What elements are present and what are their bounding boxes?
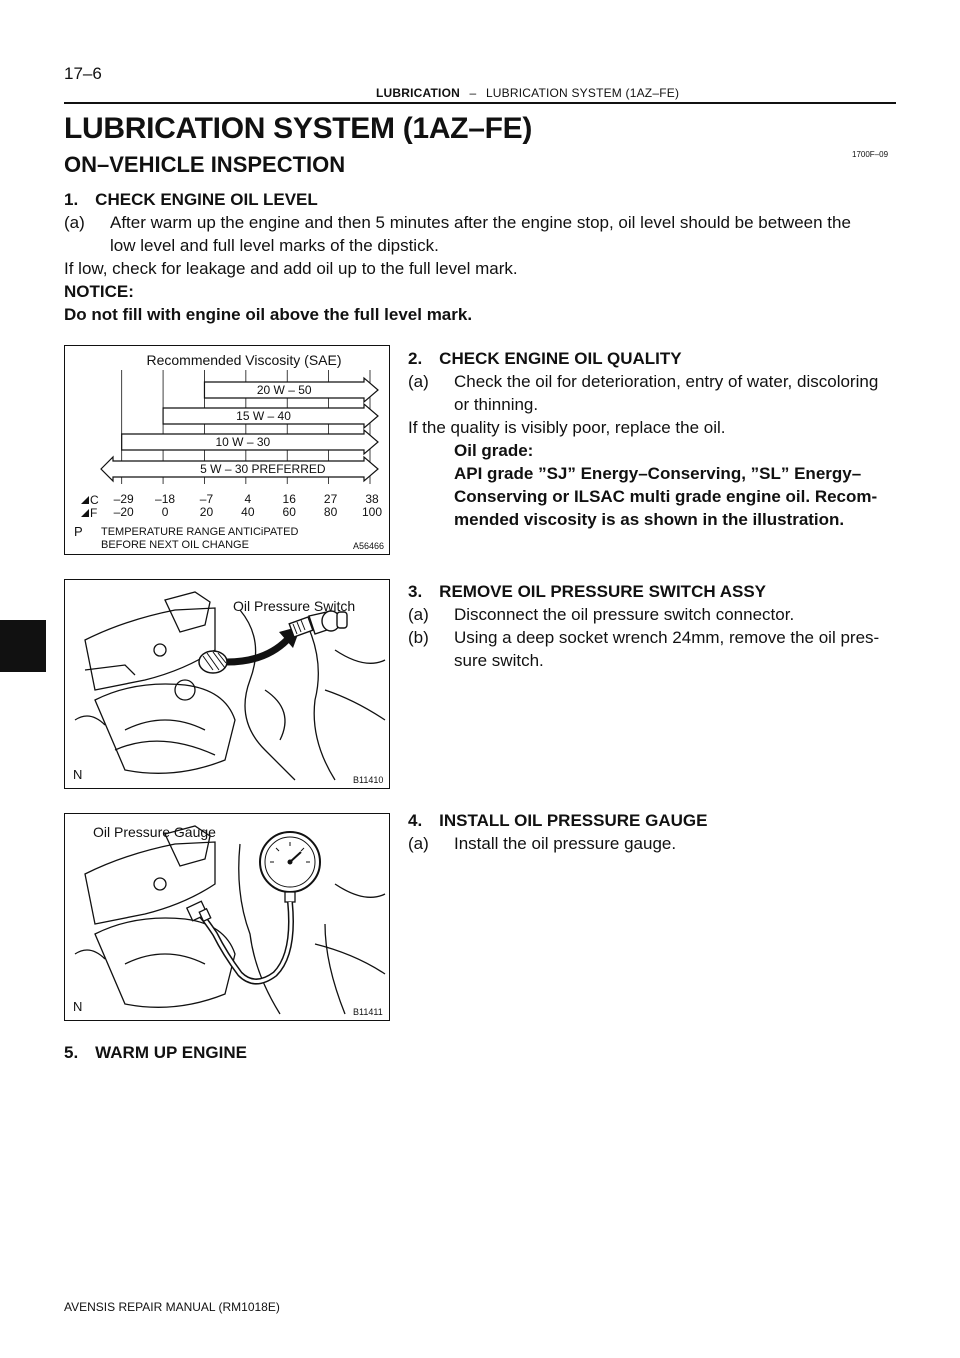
figure-code: B11410 <box>353 775 384 785</box>
figure-corner-mark: N <box>73 999 83 1014</box>
page-title: LUBRICATION SYSTEM (1AZ–FE) <box>64 112 533 145</box>
tick-label-celsius: 16 <box>282 492 296 506</box>
tick-label-fahrenheit: 100 <box>361 505 383 519</box>
fahrenheit-marker-icon <box>81 509 89 517</box>
figure-corner-mark: N <box>73 767 83 782</box>
step5-heading: 5. WARM UP ENGINE <box>64 1043 247 1062</box>
chart-bar-label: 5 W – 30 PREFERRED <box>200 462 326 476</box>
oil-pressure-switch-figure <box>64 579 390 789</box>
chart-xlabel-line1: TEMPERATURE RANGE ANTICiPATED <box>101 526 299 538</box>
chart-bar <box>122 430 378 454</box>
chart-bar-label: 20 W – 50 <box>256 383 312 397</box>
oil-grade-line1: API grade ”SJ” Energy–Conserving, ”SL” Energy– <box>454 464 862 483</box>
unit-fahrenheit: F <box>90 506 98 520</box>
chart-bar <box>101 457 378 481</box>
step2-note: If the quality is visibly poor, replace the oil. <box>408 418 726 437</box>
chart-ticks-celsius <box>114 492 379 506</box>
chart-bar <box>204 378 378 402</box>
tick-label-celsius: –18 <box>155 492 176 506</box>
tick-label-fahrenheit: 40 <box>241 505 255 519</box>
step3-b-label: (b) <box>408 628 429 647</box>
header-rule <box>64 102 896 104</box>
step2-a-label: (a) <box>408 372 429 391</box>
header-section: LUBRICATION <box>376 86 460 100</box>
step4-a-label: (a) <box>408 834 429 853</box>
step1-note: If low, check for leakage and add oil up to the full level mark. <box>64 259 518 278</box>
oil-grade-label: Oil grade: <box>454 441 534 460</box>
chart-bars <box>101 378 378 481</box>
viscosity-chart <box>65 346 389 554</box>
document-code: 1700F–09 <box>852 150 889 159</box>
tick-label-fahrenheit: 80 <box>323 505 338 519</box>
header-subsection: LUBRICATION SYSTEM (1AZ–FE) <box>485 86 680 100</box>
tick-label-fahrenheit: 20 <box>199 505 214 519</box>
tick-label-celsius: 27 <box>323 492 338 506</box>
step2-a-line1: Check the oil for deterioration, entry of water, discoloring <box>454 372 879 391</box>
chart-ticks-fahrenheit <box>114 505 383 519</box>
step3-a-text: Disconnect the oil pressure switch connector. <box>454 605 795 624</box>
step3-b-line2: sure switch. <box>454 651 544 670</box>
step3-a-label: (a) <box>408 605 429 624</box>
tick-label-fahrenheit: 60 <box>282 505 296 519</box>
oil-pressure-gauge-figure <box>64 813 390 1021</box>
pointer-arrow <box>227 640 287 662</box>
tick-label-fahrenheit: 0 <box>161 505 169 519</box>
footer: AVENSIS REPAIR MANUAL (RM1018E) <box>64 1300 280 1314</box>
figure-corner-mark: P <box>74 524 83 539</box>
tick-label-fahrenheit: –20 <box>113 505 134 519</box>
step1-a-label: (a) <box>64 213 85 232</box>
step1-a-line1: After warm up the engine and then 5 minutes after the engine stop, oil level should be between the <box>110 213 851 232</box>
page-number: 17–6 <box>64 64 102 83</box>
chart-bar-label: 10 W – 30 <box>215 435 271 449</box>
oil-grade-line3: mended viscosity is as shown in the illustration. <box>454 510 845 529</box>
celsius-marker-icon <box>81 496 89 504</box>
gauge-label: Oil Pressure Gauge <box>93 824 216 840</box>
step4-a-text: Install the oil pressure gauge. <box>454 834 677 853</box>
step2-a-line2: or thinning. <box>454 395 539 414</box>
viscosity-chart-figure <box>64 345 390 555</box>
running-header <box>376 86 679 100</box>
tick-label-celsius: –7 <box>199 492 214 506</box>
chapter-tab-marker <box>0 620 46 672</box>
step1-heading: 1. CHECK ENGINE OIL LEVEL <box>64 190 318 209</box>
switch-label: Oil Pressure Switch <box>233 598 356 614</box>
engine-illustration-gauge <box>65 814 389 1020</box>
notice-label: NOTICE: <box>64 282 134 301</box>
chart-bar-label: 15 W – 40 <box>236 409 291 423</box>
figure-code: A56466 <box>353 541 385 551</box>
figure-code: B11411 <box>353 1007 383 1017</box>
section-title: ON–VEHICLE INSPECTION <box>64 152 346 177</box>
tick-label-celsius: –29 <box>113 492 134 506</box>
engine-illustration-switch <box>65 580 389 788</box>
notice-text: Do not fill with engine oil above the full level mark. <box>64 305 473 324</box>
chart-xlabel-line2: BEFORE NEXT OIL CHANGE <box>101 539 249 551</box>
step3-heading: 3. REMOVE OIL PRESSURE SWITCH ASSY <box>408 582 767 601</box>
chart-bar <box>163 404 378 428</box>
chart-title: Recommended Viscosity (SAE) <box>146 352 342 368</box>
unit-celsius: C <box>90 493 99 507</box>
step2-heading: 2. CHECK ENGINE OIL QUALITY <box>408 349 682 368</box>
tick-label-celsius: 38 <box>365 492 379 506</box>
step1-a-line2: low level and full level marks of the dipstick. <box>110 236 439 255</box>
tick-label-celsius: 4 <box>244 492 252 506</box>
header-separator: – <box>469 86 477 100</box>
step3-b-line1: Using a deep socket wrench 24mm, remove the oil pres- <box>454 628 880 647</box>
step4-heading: 4. INSTALL OIL PRESSURE GAUGE <box>408 811 708 830</box>
gauge-fitting <box>187 901 211 921</box>
oil-grade-line2: Conserving or ILSAC multi grade engine oil. Recom- <box>454 487 878 506</box>
